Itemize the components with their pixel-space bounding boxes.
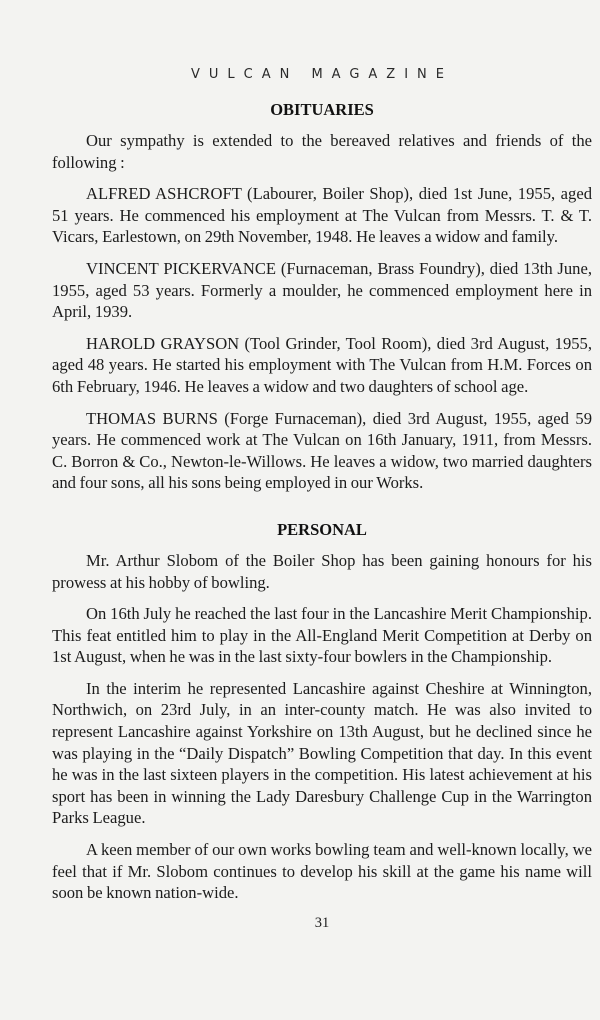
- obituaries-intro: Our sympathy is extended to the bereaved relatives and friends of the following :: [52, 131, 592, 172]
- obituary-ashcroft: ALFRED ASHCROFT (Labourer, Boiler Shop), died 1st June, 1955, aged 51 years. He commenced his employment at The Vulcan from Messrs. T. & T. Vicars, Earlestown, on 29th November, 1948. He leaves a widow and family.: [52, 184, 592, 247]
- obituary-pickervance: VINCENT PICKERVANCE (Furnaceman, Brass Foundry), died 13th June, 1955, aged 53 years. Formerly a moulder, he commenced employment here in April, 1939.: [52, 258, 592, 322]
- personal-championship: On 16th July he reached the last four in the Lancashire Merit Championship. This feat entitled him to play in the All-England Merit Competition at Derby on 1st August, when he was in the last sixty-four bowlers in the Championship.: [52, 604, 592, 667]
- page-number: 31: [314, 914, 330, 931]
- personal-intro: Mr. Arthur Slobom of the Boiler Shop has been gaining honours for his prowess at his hobby of bowling.: [52, 550, 592, 592]
- obituary-burns: THOMAS BURNS (Forge Furnaceman), died 3rd August, 1955, aged 59 years. He commenced work at The Vulcan on 16th January, 1911, from Messrs. C. Borron & Co., Newton-le-Willows. He leaves a widow, two married daughters and four sons, all his sons being employed in our Works.: [52, 408, 592, 493]
- section-heading-obituaries: OBITUARIES: [270, 100, 374, 119]
- magazine-masthead: VULCAN MAGAZINE: [190, 67, 453, 82]
- personal-interim: In the interim he represented Lancashire against Cheshire at Winnington, Northwich, on 23rd July, in an inter-county match. He was also invited to represent Lancashire against Yorkshire on 13th August, but he declined since he was playing in the “Daily Dispatch” Bowling Competition that day. In this event he was in the last sixteen players in the competition. His latest achievement at his sport has been in winning the Lady Daresbury Challenge Cup in the Warrington Parks League.: [52, 678, 592, 828]
- obituary-grayson: HAROLD GRAYSON (Tool Grinder, Tool Room), died 3rd August, 1955, aged 48 years. He started his employment with The Vulcan from H.M. Forces on 6th February, 1946. He leaves a widow and two daughters of school age.: [52, 333, 592, 396]
- personal-closing: A keen member of our own works bowling team and well-known locally, we feel that if Mr. Slobom continues to develop his skill at the game his name will soon be known nation-wide.: [52, 840, 592, 903]
- section-heading-personal: PERSONAL: [277, 519, 367, 539]
